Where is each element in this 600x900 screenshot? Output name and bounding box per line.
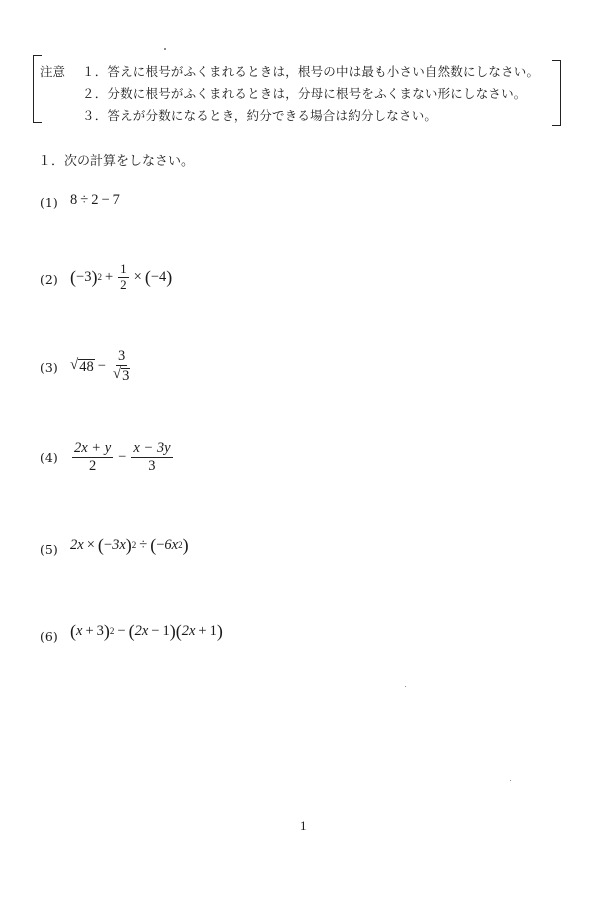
page-number: 1 (300, 818, 307, 833)
fraction (72, 440, 113, 474)
exponent: 2 (178, 540, 183, 550)
term: 2x (134, 622, 149, 639)
term: 1 (162, 622, 170, 639)
fraction (118, 262, 129, 293)
problem-5-expression (70, 536, 189, 554)
operator: − (101, 192, 110, 208)
radical-sign: √ (112, 365, 122, 382)
paren-close: ) (166, 267, 173, 288)
paren-close: ) (125, 535, 132, 555)
fraction (131, 440, 172, 474)
fraction-denominator: 2 (120, 276, 127, 292)
operator: − (118, 448, 127, 465)
radicand: 3 (122, 367, 130, 384)
fraction-denominator: 3 (148, 457, 156, 474)
notice-rule-2: ２．分数に根号がふくまれるときは，分母に根号をふくまない形にしなさい。 (82, 86, 527, 101)
notice-rule-1: １．答えに根号がふくまれるときは，根号の中は最も小さい自然数にしなさい。 (82, 64, 540, 79)
problem-4-expression (70, 440, 175, 474)
notice-rule-3: ３．答えが分数になるとき，約分できる場合は約分しなさい。 (82, 108, 438, 123)
paren-open: ( (175, 621, 182, 641)
term: 8 (70, 192, 78, 208)
term: 2x (70, 536, 84, 553)
term: 3 (84, 268, 92, 285)
radicand: 48 (79, 358, 94, 375)
radical-sign: √ (70, 356, 79, 373)
term: 2 (91, 192, 99, 208)
exponent: 2 (131, 540, 137, 550)
problem-number: (5) (40, 542, 58, 557)
operator: − (76, 268, 85, 285)
fraction-numerator: 1 (120, 261, 127, 276)
operator: − (103, 536, 113, 553)
operator: − (156, 536, 165, 553)
operator: + (198, 622, 207, 639)
scan-speck (405, 686, 406, 687)
problem-number: (4) (40, 450, 58, 465)
term: 7 (112, 192, 120, 208)
term: 4 (159, 268, 167, 285)
fraction-numerator: 3 (118, 348, 126, 364)
problem-number: (1) (40, 195, 58, 210)
term: x (76, 622, 83, 639)
fraction-denominator (111, 366, 132, 385)
scan-speck (164, 48, 166, 50)
paren-close: ) (169, 621, 176, 641)
operator: ÷ (139, 536, 148, 553)
scan-speck (510, 780, 511, 781)
problem-number: (3) (40, 360, 58, 375)
fraction-numerator: 2x + y (74, 440, 112, 456)
term: 3 (96, 622, 104, 639)
term: 1 (209, 622, 217, 639)
fraction-denominator: 2 (88, 457, 97, 474)
problem-number: (6) (40, 629, 58, 644)
problem-1-expression (70, 192, 120, 209)
square-root (113, 366, 130, 385)
exponent: 2 (97, 272, 102, 283)
section-heading: １．次の計算をしなさい。 (38, 154, 195, 169)
problem-number: (2) (40, 272, 58, 287)
paren-close: ) (216, 621, 223, 641)
square-root (70, 357, 95, 376)
fraction (111, 348, 132, 385)
operator: − (151, 622, 160, 639)
term: 3x (112, 536, 126, 553)
problem-2-expression (70, 262, 172, 293)
notice-label: 注意 (40, 64, 66, 79)
problem-3-expression (70, 348, 134, 385)
fraction-numerator: x − 3y (133, 440, 171, 456)
problem-6-expression (70, 622, 223, 640)
paren-open: ( (70, 621, 76, 641)
paren-open: ( (128, 621, 135, 641)
operator: − (150, 268, 159, 285)
term: 6x (164, 536, 179, 553)
operator: + (104, 268, 114, 285)
paren-close: ) (91, 267, 98, 288)
operator: ÷ (80, 192, 89, 208)
operator: − (117, 622, 126, 639)
term: 2x (181, 622, 196, 639)
operator: − (97, 357, 106, 374)
paren-open: ( (150, 535, 157, 555)
paren-open: ( (70, 267, 76, 288)
paren-open: ( (97, 535, 104, 555)
exponent: 2 (109, 626, 115, 636)
paren-close: ) (182, 535, 189, 555)
notice-bracket-right (552, 60, 561, 126)
operator: × (86, 536, 95, 553)
operator: + (85, 622, 94, 639)
paren-open: ( (144, 267, 151, 288)
operator: × (133, 268, 142, 285)
paren-close: ) (103, 621, 110, 641)
